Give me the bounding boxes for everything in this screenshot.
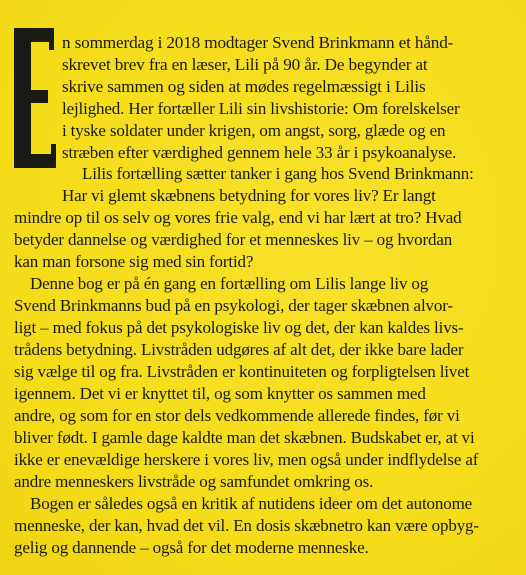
text-line: i tyske soldater under krigen, om angst, sorg, glæde og en [62,121,446,140]
dropcap-top-bar [14,28,54,42]
text-line: Har vi glemt skæbnens betydning for vores liv? Er langt [62,186,436,205]
text-line: igennem. Det vi er knyttet til, og som knytter os sammen med [14,384,426,403]
text-line: skrive sammen og siden at mødes regelmæssigt i Lilis [62,77,426,96]
text-line: lejlighed. Her fortæller Lili sin livshistorie: Om forelskelser [62,99,460,118]
text-line: sig vælge til og fra. Livstråden er kontinuiteten og forpligtelsen livet [14,362,470,381]
text-line: stræben efter værdighed gennem hele 33 år i psykoanalyse. [62,143,457,162]
dropcap-bottom-bar [14,154,56,168]
text-line: Bogen er således også en kritik af nutidens ideer om det autonome [30,494,473,513]
dropcap-middle-bar [14,90,48,103]
text-line: betyder dannelse og værdighed for et menneskes liv – og hvordan [14,230,453,249]
text-line: ligt – med fokus på det psykologiske liv og det, der kan kaldes livs- [14,318,464,337]
text-line: kan man forsone sig med sin fortid? [14,252,254,271]
text-line: trådens betydning. Livstråden udgøres af alt det, der ikke bare lader [14,340,464,359]
text-line: andre, og som for en stor dels vedkommende allerede findes, før vi [14,406,460,425]
text-line: Denne bog er på én gang en fortælling om Lilis lange liv og [30,274,429,293]
text-line: gelig og dannende – også for det moderne menneske. [14,538,369,557]
text-line: skrevet brev fra en læser, Lili på 90 år. De begynder at [62,55,428,74]
text-line: Svend Brinkmanns bud på en psykologi, der tager skæbnen alvor- [14,296,453,315]
text-line: n sommerdag i 2018 modtager Svend Brinkmann et hånd- [62,33,454,52]
text-line: bliver født. I gamle dage kaldte man det skæbnen. Budskabet er, at vi [14,428,475,447]
text-line: mindre op til os selv og vores frie valg, end vi har lært at tro? Hvad [14,208,462,227]
dropcap-bottom-serif [51,144,56,168]
text-line: andre menneskers livstråde og samfundet omkring os. [14,472,374,491]
dropcap-top-serif [49,28,54,50]
text-line: Lilis fortælling sætter tanker i gang hos Svend Brinkmann: [82,164,474,183]
text-line: menneske, der kan, hvad det vil. En dosis skæbnetro kan være opbyg- [14,516,479,535]
text-line: ikke er enevældige herskere i vores liv, men også under indflydelse af [14,450,479,469]
dropcap-letter-e [14,28,56,168]
